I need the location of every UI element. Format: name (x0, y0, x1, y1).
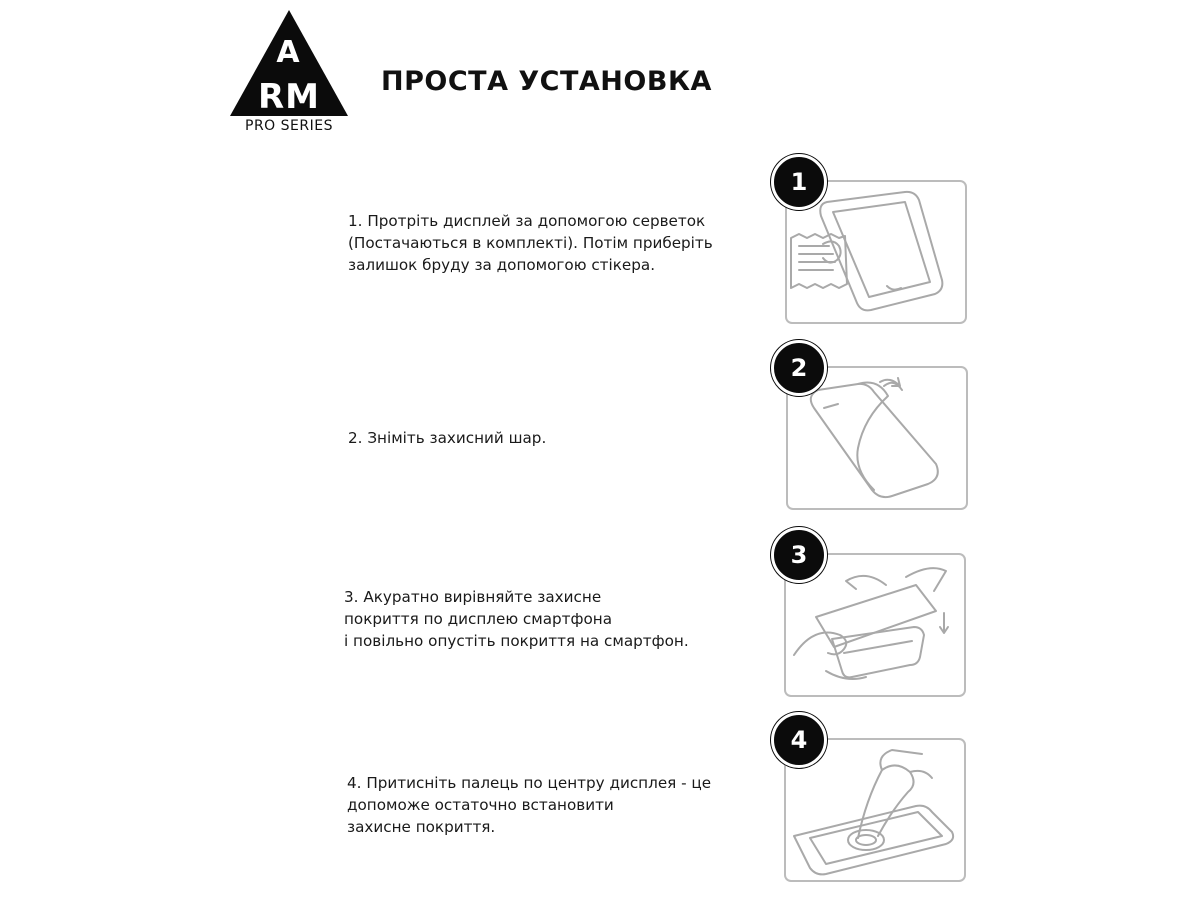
logo-subtitle: PRO SERIES (245, 118, 333, 134)
step-4-text: 4. Притисніть палець по центру дисплея - це допоможе остаточно встановити захисне покриття. (347, 774, 712, 836)
arm-logo (226, 10, 352, 138)
logo-letters-rm: RM (257, 77, 320, 117)
step-1-text: 1. Протріть дисплей за допомогою серветок (Постачаються в комплекті). Потім приберіть залишок бруду за допомогою стікера. (348, 212, 713, 274)
step-3-text: 3. Акуратно вирівняйте захисне покриття по дисплею смартфона і повільно опустіть покриття на смартфон. (344, 588, 689, 650)
step-2-text: 2. Зніміть захисний шар. (348, 429, 547, 447)
page-title: ПРОСТА УСТАНОВКА (381, 66, 712, 97)
logo-letter-a: A (276, 35, 300, 70)
step-2-badge: 2 (771, 340, 827, 396)
step-1-badge: 1 (771, 154, 827, 210)
step-3-badge: 3 (771, 527, 827, 583)
step-4-badge: 4 (771, 712, 827, 768)
